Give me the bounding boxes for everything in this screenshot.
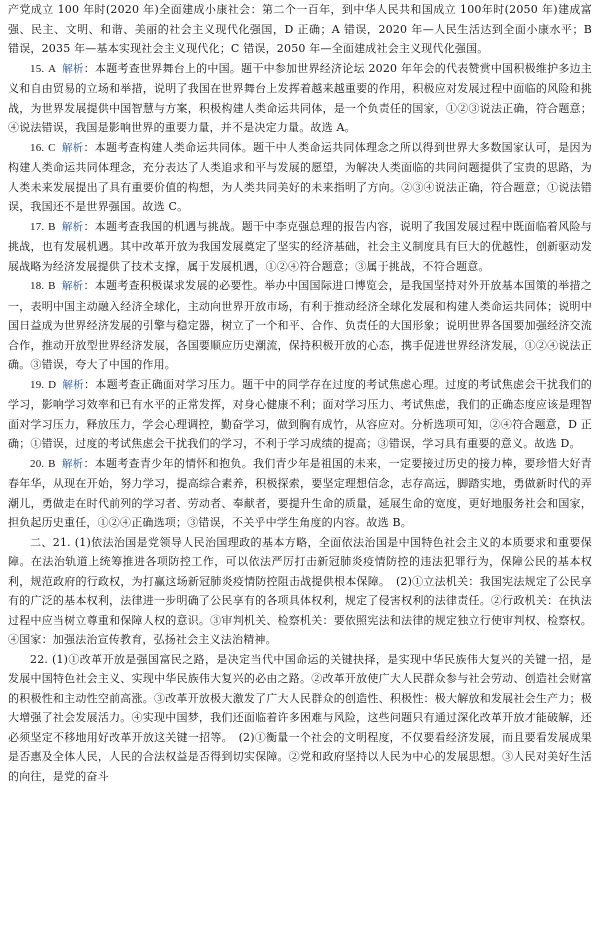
question-21 [8,533,592,650]
answer-letter: B [48,457,56,470]
analysis-tag: 解析 [61,220,84,233]
question-number: 20. [30,457,45,470]
answer-letter: B [48,280,56,292]
question-18 [8,276,592,375]
analysis-text: ：本题考查世界舞台上的中国。题干中参加世界经济论坛 2020 年年会的代表赞赏中国积极维护多边主义和自由贸易的立场和举措，说明了我国在世界舞台上发挥着越来越重要的作用，积极应对发展过程中面临的风险和挑战，为世界发展提供中国智慧与方案，积极构建人类命运共同体，是一个负责任的国家，①②③说法正确，符合题意；④说法错误，我国是影响世界的重要力量，并不是决定力量。故选 A。 [8,61,592,134]
analysis-text: ：本题考查青少年的情怀和抱负。我们青少年是祖国的未来，一定要接过历史的接力棒，要珍惜大好青春年华，从现在开始，努力学习，提高综合素养，积极探索，要坚定理想信念，志存高远，脚踏实地，勇做新时代的弄潮儿，勇做走在时代前列的学习者、劳动者、奉献者，要提升生命的质量，延展生命的宽度，更好地服务社会和国家，担负起历史重任，①②④正确选项；③错误，不关乎中学生角度的内容。故选 B。 [8,456,593,529]
question-19 [8,375,592,454]
answer-letter: B [48,220,56,233]
answer-text: 22. (1)①改革开放是强国富民之路，是决定当代中国命运的关键抉择，是实现中华民族伟大复兴的关键一招，是发展中国特色社会主义、实现中华民族伟大复兴的必由之路。②改革开放使广大人民群众参与社会劳动、创造社会财富的积极性和主动性空前高涨。③改革开放极大激发了广大人民群众的创造性、积极性：极大解放和发展社会生产力；极大增强了社会发展活力。④实现中国梦，我们还面临着许多困难与风险，这些问题只有通过深化改革开放才能破解，还必须坚定不移地用好改革开放这关键一招等。 (2)①衡量一个社会的文明程度，不仅要看经济发展，而且要看发展成果是否惠及全体人民，人民的合法权益是否得到切实保障。②党和政府坚持以人民为中心的发展思想。③人民对美好生活的向往，是党的奋斗 [8,652,592,783]
analysis-text: ：本题考查我国的机遇与挑战。题干中李克强总理的报告内容，说明了我国发展过程中既面临着风险与挑战，也有发展机遇。其中改革开放为我国发展奠定了坚实的经济基础，社会主义制度具有巨大的优越性，创新驱动发展战略为经济发展提供了技术支撑，属于发展机遇，①②④符合题意；③属于挑战，不符合题意。 [8,219,593,273]
question-number: 15. [30,62,45,75]
analysis-text: ：本题考查构建人类命运共同体。题干中人类命运共同体理念之所以得到世界大多数国家认可，是因为构建人类命运共同体理念，充分表达了人类追求和平与发展的愿望，为解决人类面临的共同问题提供了宝贵的思路，为人类未来发展提出了具有重要价值的构想，为人类共同美好的未来指明了方向。②③④说法正确，符合题意；①说法错误，我国还不是世界强国。故选 C。 [8,140,593,213]
question-number: 18. [30,280,45,292]
analysis-tag: 解析 [62,62,84,75]
question-16 [8,138,592,217]
question-20 [8,454,592,533]
intro-paragraph [8,0,592,59]
analysis-text: ：本题考查正确面对学习压力。题干中的同学存在过度的考试焦虑心理。过度的考试焦虑会干扰我们的学习，影响学习效率和已有水平的正常发挥，对身心健康不利；面对学习压力、考试焦虑，我们的正确态度应该是理智面对学习压力，释放压力，学会心理调控，勤奋学习，做到胸有成竹，从容应对。分析选项可知，②④符合题意，D 正确；①错误，过度的考试焦虑会干扰我们的学习，不利于学习成绩的提高；③错误，学习具有重要的意义。故选 D。 [8,377,593,450]
analysis-tag: 解析 [62,378,84,391]
analysis-tag: 解析 [61,457,84,470]
question-number: 16. [30,141,45,154]
question-22 [8,650,592,787]
analysis-tag: 解析 [61,141,84,154]
question-number: 19. [30,378,45,391]
question-15 [8,59,592,138]
question-number: 17. [30,220,45,233]
question-17 [8,217,592,277]
answer-letter: A [48,62,57,75]
answer-letter: C [48,141,56,154]
analysis-tag: 解析 [61,280,84,292]
answer-text: 二、21. (1)依法治国是党领导人民治国理政的基本方略，全面依法治国是中国特色社会主义的本质要求和重要保障。在法治轨道上统筹推进各项防控工作，可以依法严厉打击新冠肺炎疫情防控的违法犯罪行为，保障公民的基本权利，规范政府的行政权，为打赢这场新冠肺炎疫情防控阻击战提供根本保障。 (2)①立法机关：我国宪法规定了公民享有的广泛的基本权利，法律进一步明确了公民享有的各项具体权利，规定了侵害权利的法律责任。②行政机关：在执法过程中应当树立尊重和保障人权的意识。③审判机关、检察机关：要依照宪法和法律的规定独立行使审判权、检察权。④国家：加强法治宣传教育，弘扬社会主义法治精神。 [8,535,592,646]
answer-letter: D [48,378,57,391]
intro-text: 产党成立 100 年时(2020 年)全面建成小康社会：第二个一百年，到中华人民共和国成立 100年时(2050 年)建成富强、民主、文明、和谐、美丽的社会主义现代化强国，D 正确；A 错误，2020 年—人民生活达到全面小康水平；B 错误，2035 年—基本实现社会主义现代化；C 错误，2050 年—全面建成社会主义现代化强国。 [8,3,592,55]
analysis-text: ：本题考查积极谋求发展的必要性。举办中国国际进口博览会，是我国坚持对外开放基本国策的举措之一，表明中国主动融入经济全球化，主动向世界开放市场，有利于推动经济全球化发展和构建人类命运共同体；说明中国日益成为世界经济发展的引擎与稳定器，树立了一个和平、合作、负责任的大国形象；说明世界各国要加强经济交流合作，推动开放型世界经济发展，各国要顺应历史潮流，保持积极开放的心态，携手促进世界经济发展，①②④说法正确。③错误，夸大了中国的作用。 [8,279,593,371]
